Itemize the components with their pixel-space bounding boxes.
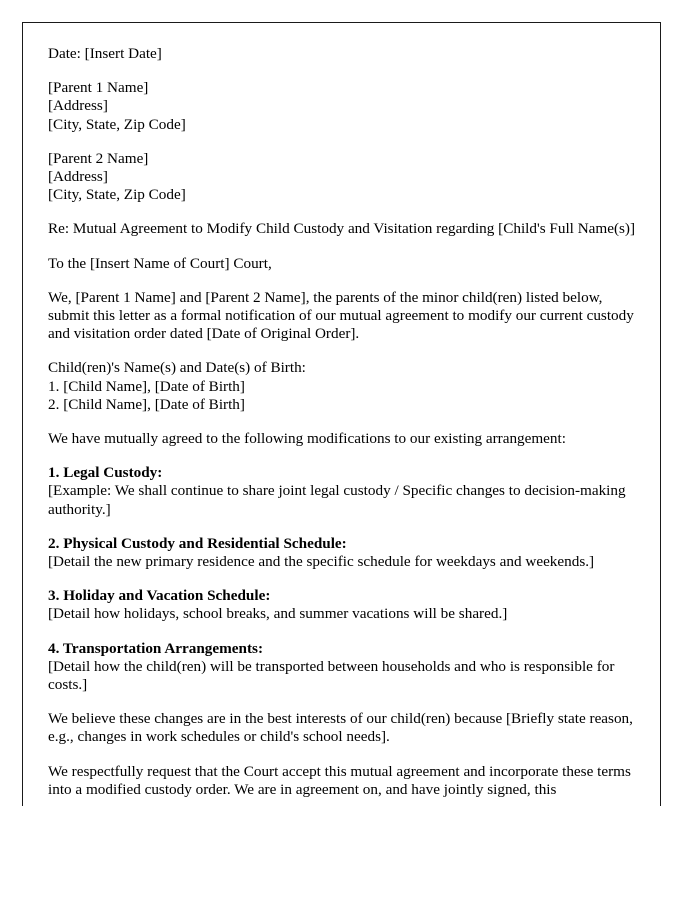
section-holiday-vacation xyxy=(48,587,638,623)
child-entry-1: 1. [Child Name], [Date of Birth] xyxy=(48,377,245,395)
document-page xyxy=(22,22,661,806)
section-holiday-vacation-text: [Detail how holidays, school breaks, and summer vacations will be shared.] xyxy=(48,605,508,623)
section-physical-custody-heading: 2. Physical Custody and Residential Schedule: xyxy=(48,534,347,552)
closing-paragraph xyxy=(48,763,638,799)
section-legal-custody-heading: 1. Legal Custody: xyxy=(48,464,163,482)
parent2-address-block xyxy=(48,150,638,205)
date-line: Date: [Insert Date] xyxy=(48,45,162,62)
section-transportation xyxy=(48,640,638,695)
section-legal-custody-text: [Example: We shall continue to share joint legal custody / Specific changes to decision-making authority.] xyxy=(48,482,626,518)
parent2-city-line: [City, State, Zip Code] xyxy=(48,186,186,204)
parent2-street-line: [Address] xyxy=(48,168,108,186)
parent1-street-line: [Address] xyxy=(48,97,108,115)
subject-line: Re: Mutual Agreement to Modify Child Custody and Visitation regarding [Child's Full Name(s)] xyxy=(48,220,636,238)
section-holiday-vacation-heading: 3. Holiday and Vacation Schedule: xyxy=(48,587,271,605)
parent1-name-line: [Parent 1 Name] xyxy=(48,79,149,97)
children-block xyxy=(48,359,638,414)
section-physical-custody-text: [Detail the new primary residence and the specific schedule for weekdays and weekends.] xyxy=(48,553,595,571)
section-transportation-heading: 4. Transportation Arrangements: xyxy=(48,639,264,657)
section-transportation-text: [Detail how the child(ren) will be transported between households and who is responsible for costs.] xyxy=(48,657,615,694)
date-block xyxy=(48,45,638,63)
parent2-name-line: [Parent 2 Name] xyxy=(48,149,149,167)
parent1-address-block xyxy=(48,79,638,134)
letter-body xyxy=(23,23,660,799)
parent1-city-line: [City, State, Zip Code] xyxy=(48,115,186,133)
children-heading: Child(ren)'s Name(s) and Date(s) of Birth: xyxy=(48,359,306,377)
best-interests-paragraph: We believe these changes are in the best interests of our child(ren) because [Briefly state reason, e.g., changes in work schedules or child's school needs]. xyxy=(48,710,633,746)
closing-paragraph-text: We respectfully request that the Court accept this mutual agreement and incorporate these terms into a modified custody order. We are in agreement on, and have jointly signed, this xyxy=(48,762,635,798)
section-physical-custody xyxy=(48,535,638,571)
salutation: To the [Insert Name of Court] Court, xyxy=(48,254,272,272)
child-entry-2: 2. [Child Name], [Date of Birth] xyxy=(48,395,245,413)
section-legal-custody xyxy=(48,464,638,519)
opening-paragraph: We, [Parent 1 Name] and [Parent 2 Name], the parents of the minor child(ren) listed below, submit this letter as a formal notification of our mutual agreement to modify our current custody and visitation order dated [Date of Original Order]. xyxy=(48,288,634,343)
modifications-intro: We have mutually agreed to the following modifications to our existing arrangement: xyxy=(48,430,566,448)
